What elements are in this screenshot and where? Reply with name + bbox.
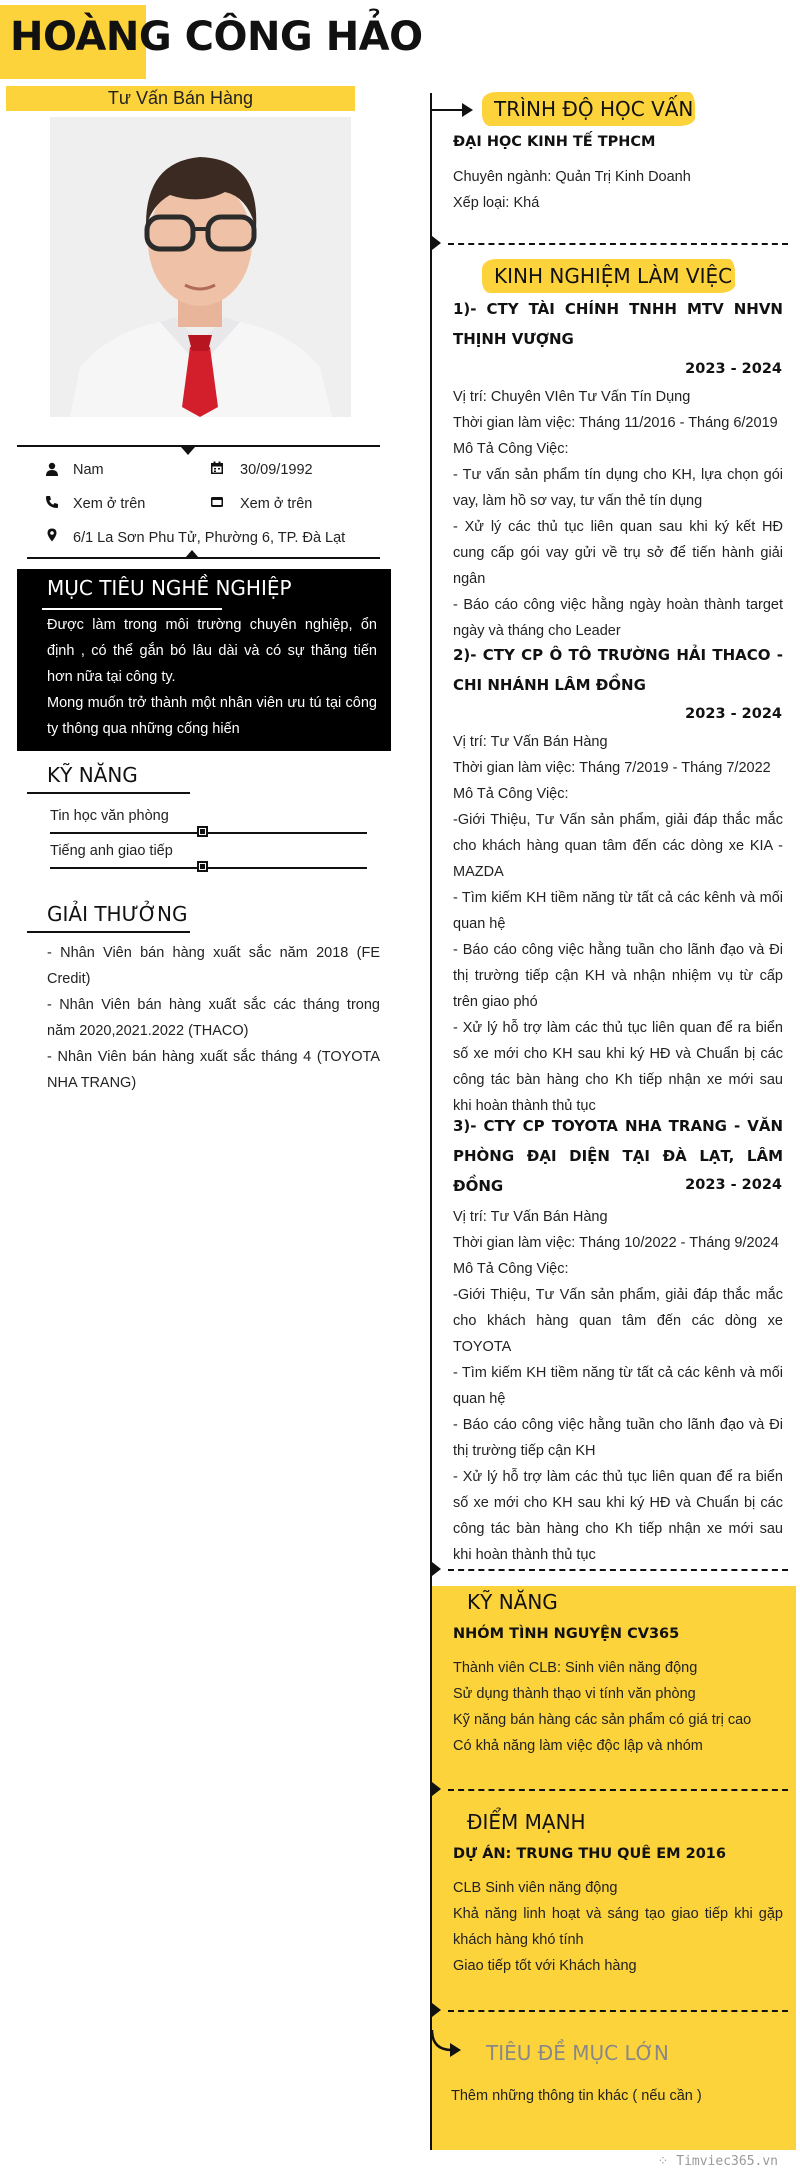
strength-item: CLB Sinh viên năng động bbox=[453, 1880, 618, 1896]
profile-photo-illustration bbox=[50, 117, 351, 417]
skill-level-marker bbox=[197, 861, 208, 872]
watermark-text: Timviec365.vn bbox=[676, 2154, 778, 2169]
job-line: Mô Tả Công Việc: bbox=[453, 786, 569, 802]
gender-value: Nam bbox=[73, 462, 104, 478]
strength-item: Giao tiếp tốt với Khách hàng bbox=[453, 1958, 637, 1974]
soft-skills-list bbox=[453, 1655, 783, 1759]
job-line: Vị trí: Tư Vấn Bán Hàng bbox=[453, 734, 608, 750]
experience-title: KINH NGHIỆM LÀM VIỆC bbox=[494, 264, 733, 288]
user-icon bbox=[45, 462, 59, 476]
job-line: Vị trí: Tư Vấn Bán Hàng bbox=[453, 1209, 608, 1225]
timeline-line bbox=[430, 93, 432, 2150]
job-description bbox=[453, 1204, 783, 1568]
timeline-marker bbox=[432, 1782, 441, 1796]
timeline-marker bbox=[432, 2003, 441, 2017]
job-company: 2)- CTY CP Ô TÔ TRƯỜNG HẢI THACO - CHI NHÁNH LÂM ĐỒNG bbox=[453, 646, 783, 694]
soft-skill-item: Có khả năng làm việc độc lập và nhóm bbox=[453, 1738, 703, 1754]
education-school: ĐẠI HỌC KINH TẾ TPHCM bbox=[453, 134, 656, 150]
candidate-name: HOÀNG CÔNG HẢO bbox=[10, 14, 423, 60]
job-description bbox=[453, 729, 783, 1119]
skill-bar bbox=[50, 832, 367, 834]
career-objective-section bbox=[17, 569, 391, 751]
section-divider bbox=[448, 2010, 788, 2012]
job-line: - Xử lý hỗ trợ làm các thủ tục liên quan để ra biển số xe mới cho KH sau khi ký HĐ và Chuẩn bị các công tác bàn hàng cho Kh tiếp nhận xe mới sau khi hoàn thành thủ tục bbox=[453, 1020, 783, 1114]
job-line: - Báo cáo công việc hằng tuần cho lãnh đạo và Đi thị trường tiếp cận KH bbox=[453, 1417, 783, 1459]
watermark bbox=[658, 2154, 778, 2169]
job-period: 2023 - 2024 bbox=[685, 361, 782, 377]
job-line: - Xử lý hỗ trợ làm các thủ tục liên quan để ra biển số xe mới cho KH sau khi ký HĐ và Chuẩn bị các công tác bàn hàng cho Kh tiếp nhận xe mới sau khi hoàn thành thủ tục bbox=[453, 1469, 783, 1563]
job-line: -Giới Thiệu, Tư Vấn sản phẩm, giải đáp thắc mắc cho khách hàng quan tâm đến các dòng xe TOYOTA bbox=[453, 1287, 783, 1355]
award-item: - Nhân Viên bán hàng xuất sắc tháng 4 (TOYOTA NHA TRANG) bbox=[47, 1049, 380, 1091]
job-line: - Xử lý các thủ tục liên quan sau khi ký kết HĐ cung cấp gói vay gửi về trụ sở để tiến hành giải ngân bbox=[453, 519, 783, 587]
job-line: - Tư vấn sản phẩm tín dụng cho KH, lựa chọn gói vay, làm hồ sơ vay, tư vấn thẻ tín dụng bbox=[453, 467, 783, 509]
job-line: - Tìm kiếm KH tiềm năng từ tất cả các kênh và mối quan hệ bbox=[453, 1365, 783, 1407]
job-period: 2023 - 2024 bbox=[685, 706, 782, 722]
job-line: Mô Tả Công Việc: bbox=[453, 1261, 569, 1277]
career-objective-title: MỤC TIÊU NGHỀ NGHIỆP bbox=[47, 576, 292, 600]
job-title: Tư Vấn Bán Hàng bbox=[6, 86, 355, 111]
extra-section-title: TIÊU ĐỀ MỤC LỚN bbox=[486, 2041, 669, 2065]
job-line: -Giới Thiệu, Tư Vấn sản phẩm, giải đáp thắc mắc cho khách hàng quan tâm đến các dòng xe KIA - MAZDA bbox=[453, 812, 783, 880]
awards-list bbox=[47, 940, 380, 1096]
awards-underline bbox=[27, 931, 190, 933]
birthday-value: 30/09/1992 bbox=[240, 462, 313, 478]
skill-bar bbox=[50, 867, 367, 869]
strengths-title: ĐIỂM MẠNH bbox=[467, 1810, 586, 1834]
map-pin-icon bbox=[45, 528, 59, 542]
education-details bbox=[453, 164, 783, 216]
divider-marker-down bbox=[181, 447, 195, 455]
job-line: Thời gian làm việc: Tháng 10/2022 - Tháng 9/2024 bbox=[453, 1235, 779, 1251]
info-divider-top bbox=[17, 445, 380, 447]
skills-underline bbox=[27, 792, 190, 794]
job-line: Thời gian làm việc: Tháng 7/2019 - Tháng 7/2022 bbox=[453, 760, 771, 776]
skill-level-marker bbox=[197, 826, 208, 837]
job-period: 2023 - 2024 bbox=[685, 1177, 782, 1193]
email-value: Xem ở trên bbox=[240, 496, 313, 512]
address-value: 6/1 La Sơn Phu Tử, Phường 6, TP. Đà Lạt bbox=[73, 530, 346, 546]
job-line: Thời gian làm việc: Tháng 11/2016 - Tháng 6/2019 bbox=[453, 415, 778, 431]
objective-paragraph: Được làm trong môi trường chuyên nghiệp, ổn định , có thể gắn bó lâu dài và có sự thăng tiến hơn nữa tại công ty. bbox=[47, 617, 377, 685]
curved-arrow-icon bbox=[430, 2028, 466, 2068]
soft-skill-item: Sử dụng thành thạo vi tính văn phòng bbox=[453, 1686, 696, 1702]
education-line: Xếp loại: Khá bbox=[453, 195, 540, 211]
objective-paragraph: Mong muốn trở thành một nhân viên ưu tú tại công ty thông qua những cống hiến bbox=[47, 695, 377, 737]
watermark-icon: ⁘ bbox=[657, 2154, 677, 2169]
career-objective-underline bbox=[42, 608, 222, 610]
section-arrow-icon bbox=[430, 100, 474, 124]
job-line: Mô Tả Công Việc: bbox=[453, 441, 569, 457]
timeline-marker bbox=[432, 1562, 441, 1576]
job-line: - Báo cáo công việc hằng ngày hoàn thành target ngày và tháng cho Leader bbox=[453, 597, 783, 639]
section-divider bbox=[448, 243, 788, 245]
strengths-subtitle: DỰ ÁN: TRUNG THU QUÊ EM 2016 bbox=[453, 1846, 726, 1862]
job-company: 1)- CTY TÀI CHÍNH TNHH MTV NHVN THỊNH VƯỢNG bbox=[453, 300, 783, 348]
soft-skill-item: Kỹ năng bán hàng các sản phẩm có giá trị cao bbox=[453, 1712, 752, 1728]
job-line: Vị trí: Chuyên VIên Tư Vấn Tín Dụng bbox=[453, 389, 691, 405]
email-icon bbox=[210, 495, 224, 509]
awards-title: GIẢI THƯỞNG bbox=[47, 902, 188, 926]
extra-section-text: Thêm những thông tin khác ( nếu cần ) bbox=[451, 2088, 702, 2104]
soft-skills-subtitle: NHÓM TÌNH NGUYỆN CV365 bbox=[453, 1626, 680, 1642]
career-objective-text bbox=[47, 612, 377, 742]
phone-value: Xem ở trên bbox=[73, 496, 146, 512]
section-divider bbox=[448, 1569, 788, 1571]
award-item: - Nhân Viên bán hàng xuất sắc năm 2018 (FE Credit) bbox=[47, 945, 380, 987]
strengths-list bbox=[453, 1875, 783, 1979]
soft-skills-title: KỸ NĂNG bbox=[467, 1590, 558, 1614]
section-divider bbox=[448, 1789, 788, 1791]
strength-item: Khả năng linh hoạt và sáng tạo giao tiếp khi gặp khách hàng khó tính bbox=[453, 1906, 783, 1948]
timeline-marker bbox=[432, 236, 441, 250]
skill-label: Tin học văn phòng bbox=[50, 808, 169, 824]
skill-label: Tiếng anh giao tiếp bbox=[50, 843, 173, 859]
award-item: - Nhân Viên bán hàng xuất sắc các tháng trong năm 2020,2021.2022 (THACO) bbox=[47, 997, 380, 1039]
skills-title: KỸ NĂNG bbox=[47, 763, 138, 787]
education-title: TRÌNH ĐỘ HỌC VẤN bbox=[494, 97, 694, 121]
profile-photo bbox=[50, 117, 351, 417]
job-description bbox=[453, 384, 783, 644]
education-line: Chuyên ngành: Quản Trị Kinh Doanh bbox=[453, 169, 691, 185]
soft-skill-item: Thành viên CLB: Sinh viên năng động bbox=[453, 1660, 698, 1676]
job-line: - Báo cáo công việc hằng tuần cho lãnh đạo và Đi thị trường tiếp cận KH và nhận nhiệm vụ từ cấp trên giao phó bbox=[453, 942, 783, 1010]
job-company: 3)- CTY CP TOYOTA NHA TRANG - VĂN PHÒNG ĐẠI DIỆN TẠI ĐÀ LẠT, LÂM ĐỒNG bbox=[453, 1117, 783, 1195]
calendar-icon bbox=[210, 461, 224, 475]
job-line: - Tìm kiếm KH tiềm năng từ tất cả các kênh và mối quan hệ bbox=[453, 890, 783, 932]
info-divider-bottom bbox=[27, 557, 380, 559]
phone-icon bbox=[45, 495, 59, 509]
